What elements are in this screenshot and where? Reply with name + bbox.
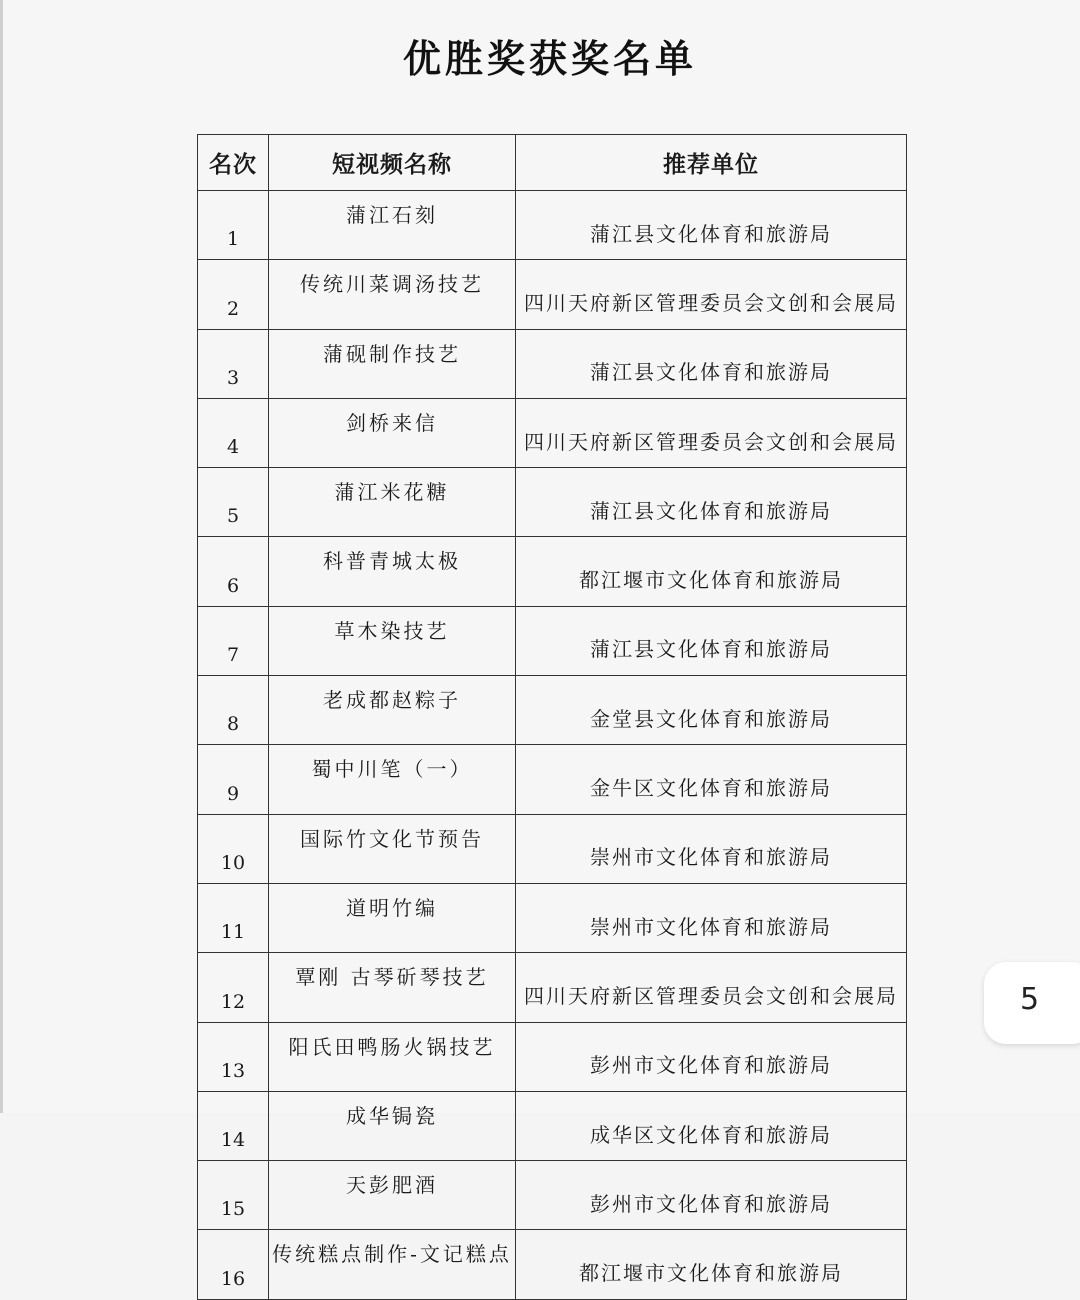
rank-cell: 3 (198, 329, 269, 398)
video-name-cell: 传统糕点制作-文记糕点 (269, 1230, 516, 1299)
table-row (198, 260, 907, 329)
video-name-cell: 天彭肥酒 (269, 1161, 516, 1230)
video-name-cell: 成华锔瓷 (269, 1091, 516, 1160)
table-body (198, 191, 907, 1300)
table-row (198, 1022, 907, 1091)
rank-cell: 2 (198, 260, 269, 329)
unit-cell: 四川天府新区管理委员会文创和会展局 (516, 260, 907, 329)
rank-cell: 4 (198, 398, 269, 467)
video-name-cell: 蒲江米花糖 (269, 468, 516, 537)
video-name-cell: 国际竹文化节预告 (269, 814, 516, 883)
rank-cell: 7 (198, 606, 269, 675)
unit-cell: 成华区文化体育和旅游局 (516, 1091, 907, 1160)
table-row (198, 883, 907, 952)
video-name-cell: 科普青城太极 (269, 537, 516, 606)
page-title: 优胜奖获奖名单 (402, 37, 697, 81)
header-rank: 名次 (198, 135, 269, 191)
table-row (198, 953, 907, 1022)
table-row (198, 606, 907, 675)
rank-cell: 8 (198, 676, 269, 745)
video-name-cell: 剑桥来信 (269, 398, 516, 467)
unit-cell: 彭州市文化体育和旅游局 (516, 1022, 907, 1091)
unit-cell: 崇州市文化体育和旅游局 (516, 814, 907, 883)
rank-cell: 10 (198, 814, 269, 883)
header-unit: 推荐单位 (516, 135, 907, 191)
page-edge (0, 0, 3, 1113)
video-name-cell: 道明竹编 (269, 883, 516, 952)
rank-cell: 14 (198, 1091, 269, 1160)
rank-cell: 12 (198, 953, 269, 1022)
page-number: 5 (1020, 982, 1040, 1017)
unit-cell: 四川天府新区管理委员会文创和会展局 (516, 953, 907, 1022)
table-row (198, 468, 907, 537)
table-row (198, 398, 907, 467)
unit-cell: 四川天府新区管理委员会文创和会展局 (516, 398, 907, 467)
video-name-cell: 阳氏田鸭肠火锅技艺 (269, 1022, 516, 1091)
table-row (198, 1161, 907, 1230)
table-row (198, 1230, 907, 1299)
table-row (198, 814, 907, 883)
unit-cell: 蒲江县文化体育和旅游局 (516, 468, 907, 537)
table-row (198, 745, 907, 814)
unit-cell: 金堂县文化体育和旅游局 (516, 676, 907, 745)
unit-cell: 都江堰市文化体育和旅游局 (516, 1230, 907, 1299)
unit-cell: 都江堰市文化体育和旅游局 (516, 537, 907, 606)
table-header-row (198, 135, 907, 191)
table-row (198, 676, 907, 745)
unit-cell: 蒲江县文化体育和旅游局 (516, 191, 907, 260)
header-video-name: 短视频名称 (269, 135, 516, 191)
video-name-cell: 覃刚 古琴斫琴技艺 (269, 953, 516, 1022)
unit-cell: 蒲江县文化体育和旅游局 (516, 606, 907, 675)
rank-cell: 9 (198, 745, 269, 814)
rank-cell: 16 (198, 1230, 269, 1299)
rank-cell: 6 (198, 537, 269, 606)
page-number-badge[interactable] (984, 962, 1080, 1044)
video-name-cell: 蜀中川笔（一） (269, 745, 516, 814)
award-list-table (197, 134, 907, 1300)
rank-cell: 5 (198, 468, 269, 537)
unit-cell: 金牛区文化体育和旅游局 (516, 745, 907, 814)
video-name-cell: 传统川菜调汤技艺 (269, 260, 516, 329)
rank-cell: 1 (198, 191, 269, 260)
video-name-cell: 蒲江石刻 (269, 191, 516, 260)
video-name-cell: 草木染技艺 (269, 606, 516, 675)
video-name-cell: 蒲砚制作技艺 (269, 329, 516, 398)
rank-cell: 11 (198, 883, 269, 952)
unit-cell: 彭州市文化体育和旅游局 (516, 1161, 907, 1230)
unit-cell: 崇州市文化体育和旅游局 (516, 883, 907, 952)
table-row (198, 1091, 907, 1160)
unit-cell: 蒲江县文化体育和旅游局 (516, 329, 907, 398)
rank-cell: 15 (198, 1161, 269, 1230)
table-row (198, 329, 907, 398)
rank-cell: 13 (198, 1022, 269, 1091)
table-row (198, 191, 907, 260)
table-row (198, 537, 907, 606)
video-name-cell: 老成都赵粽子 (269, 676, 516, 745)
